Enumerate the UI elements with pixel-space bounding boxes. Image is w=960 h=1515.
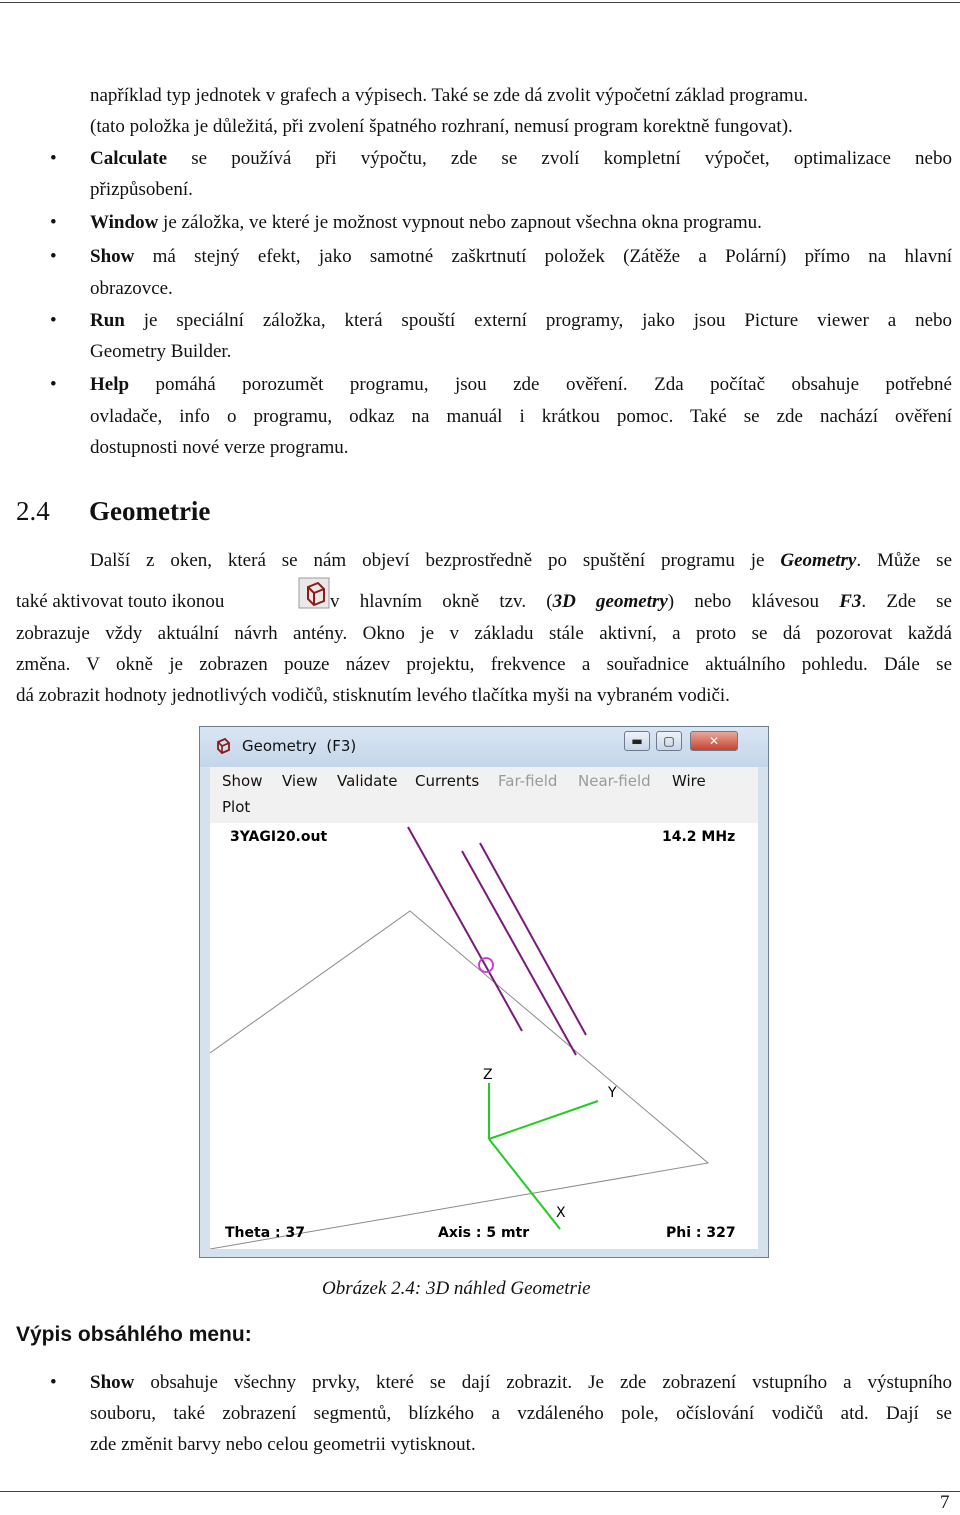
phi-readout: Phi : 327	[666, 1225, 736, 1241]
top-rule	[0, 2, 960, 3]
minimize-button[interactable]: ▬	[624, 731, 650, 751]
z-axis-label: Z	[483, 1067, 493, 1083]
footer-rule	[0, 1491, 960, 1492]
paragraph-line: zobrazuje vždy aktuální návrh antény. Okno je v základu stále aktivní, a proto se dá pozorovat každá	[16, 623, 952, 644]
list-item	[90, 143, 952, 175]
list-item-cont: obrazovce.	[90, 278, 173, 299]
list-text: pomáhá porozumět programu, jsou zde ověření. Zda počítač obsahuje potřebné	[129, 374, 952, 395]
geometry-canvas[interactable]	[210, 823, 758, 1249]
list-item-cont: ovladače, info o programu, odkaz na manuál i krátkou pomoc. Také se zde nachází ověření	[90, 406, 952, 427]
intro-line: (tato položka je důležitá, při zvolení špatného rozhraní, nemusí program korektně fungovat).	[90, 116, 793, 137]
menu-far-field[interactable]: Far-field	[498, 772, 558, 790]
list-term: Show	[90, 246, 135, 267]
menu-validate[interactable]: Validate	[337, 772, 398, 790]
list-term: Help	[90, 374, 130, 395]
geometry-window	[199, 726, 769, 1258]
close-button[interactable]: ✕	[690, 731, 738, 751]
list-text: má stejný efekt, jako samotné zaškrtnutí položek (Zátěže a Polární) přímo na hlavní	[134, 246, 952, 267]
list-text: je speciální záložka, která spouští externí programy, jako jsou Picture viewer a nebo	[124, 310, 952, 331]
window-title: Geometry (F3)	[242, 737, 357, 755]
list-text: obsahuje všechny prvky, které se dají zobrazit. Je zde zobrazení vstupního a výstupního	[134, 1372, 952, 1393]
list-text: se používá při výpočtu, zde se zvolí kompletní výpočet, optimalizace nebo	[167, 148, 952, 169]
bullet-dot: •	[50, 374, 57, 395]
geometry-view	[210, 823, 758, 1249]
menu-show[interactable]: Show	[222, 772, 263, 790]
list-item	[90, 207, 762, 239]
geometry-app-icon	[214, 737, 232, 755]
geometry-3d-icon	[298, 577, 330, 609]
list-text: je záložka, ve které je možnost vypnout nebo zapnout všechna okna programu.	[158, 212, 762, 233]
list-item-cont: Geometry Builder.	[90, 341, 232, 362]
list-item	[90, 241, 952, 273]
x-axis	[489, 1139, 560, 1229]
paragraph-line: v hlavním okně tzv. (3D geometry) nebo klávesou F3. Zde se	[330, 591, 952, 612]
menu-wire[interactable]: Wire	[672, 772, 706, 790]
list-term: Show	[90, 1372, 135, 1393]
page-number: 7	[940, 1492, 950, 1513]
list-item-cont: dostupnosti nové verze programu.	[90, 437, 349, 458]
bullet-dot: •	[50, 148, 57, 169]
bullet-dot: •	[50, 212, 57, 233]
paragraph-line: také aktivovat touto ikonou	[16, 591, 225, 612]
menu-currents[interactable]: Currents	[415, 772, 480, 790]
menu-plot[interactable]: Plot	[222, 798, 251, 816]
paragraph-line: změna. V okně je zobrazen pouze název projektu, frekvence a souřadnice aktuálního pohledu. Dále se	[16, 654, 952, 675]
list-item	[90, 1367, 952, 1399]
menu-heading: Výpis obsáhlého menu:	[16, 1323, 252, 1346]
section-number: 2.4	[16, 496, 50, 526]
list-term: Run	[90, 310, 125, 331]
figure-caption: Obrázek 2.4: 3D náhled Geometrie	[322, 1278, 591, 1299]
menu-near-field[interactable]: Near-field	[578, 772, 651, 790]
list-item	[90, 369, 952, 401]
maximize-button[interactable]: ▢	[656, 731, 682, 751]
list-term: Calculate	[90, 148, 168, 169]
paragraph-line: Další z oken, která se nám objeví bezprostředně po spuštění programu je Geometry. Může se	[90, 550, 953, 571]
list-item-cont: přizpůsobení.	[90, 179, 193, 200]
bullet-dot: •	[50, 310, 57, 331]
bullet-dot: •	[50, 246, 57, 267]
antenna-element	[480, 843, 586, 1035]
menu-bar	[210, 767, 758, 823]
section-title: Geometrie	[89, 496, 211, 526]
list-term: Window	[90, 212, 159, 233]
menu-view[interactable]: View	[282, 772, 318, 790]
title-bar[interactable]	[200, 727, 768, 767]
project-file-label: 3YAGI20.out	[230, 829, 328, 845]
y-axis	[489, 1101, 598, 1139]
axis-readout: Axis : 5 mtr	[438, 1225, 530, 1241]
y-axis-label: Y	[608, 1085, 617, 1101]
list-item-cont: zde změnit barvy nebo celou geometrii vytisknout.	[90, 1434, 476, 1455]
list-item	[90, 305, 952, 337]
paragraph-line: dá zobrazit hodnoty jednotlivých vodičů, stisknutím levého tlačítka myši na vybraném vodiči.	[16, 685, 730, 706]
x-axis-label: X	[556, 1205, 566, 1221]
theta-readout: Theta : 37	[225, 1225, 305, 1241]
list-item-cont: souboru, také zobrazení segmentů, blízkého a vzdáleného pole, očíslování vodičů atd. Dají se	[90, 1403, 952, 1424]
ground-plane	[210, 911, 708, 1249]
intro-line: například typ jednotek v grafech a výpisech. Také se zde dá zvolit výpočetní základ programu.	[90, 85, 808, 106]
frequency-label: 14.2 MHz	[662, 829, 736, 845]
bullet-dot: •	[50, 1372, 57, 1393]
